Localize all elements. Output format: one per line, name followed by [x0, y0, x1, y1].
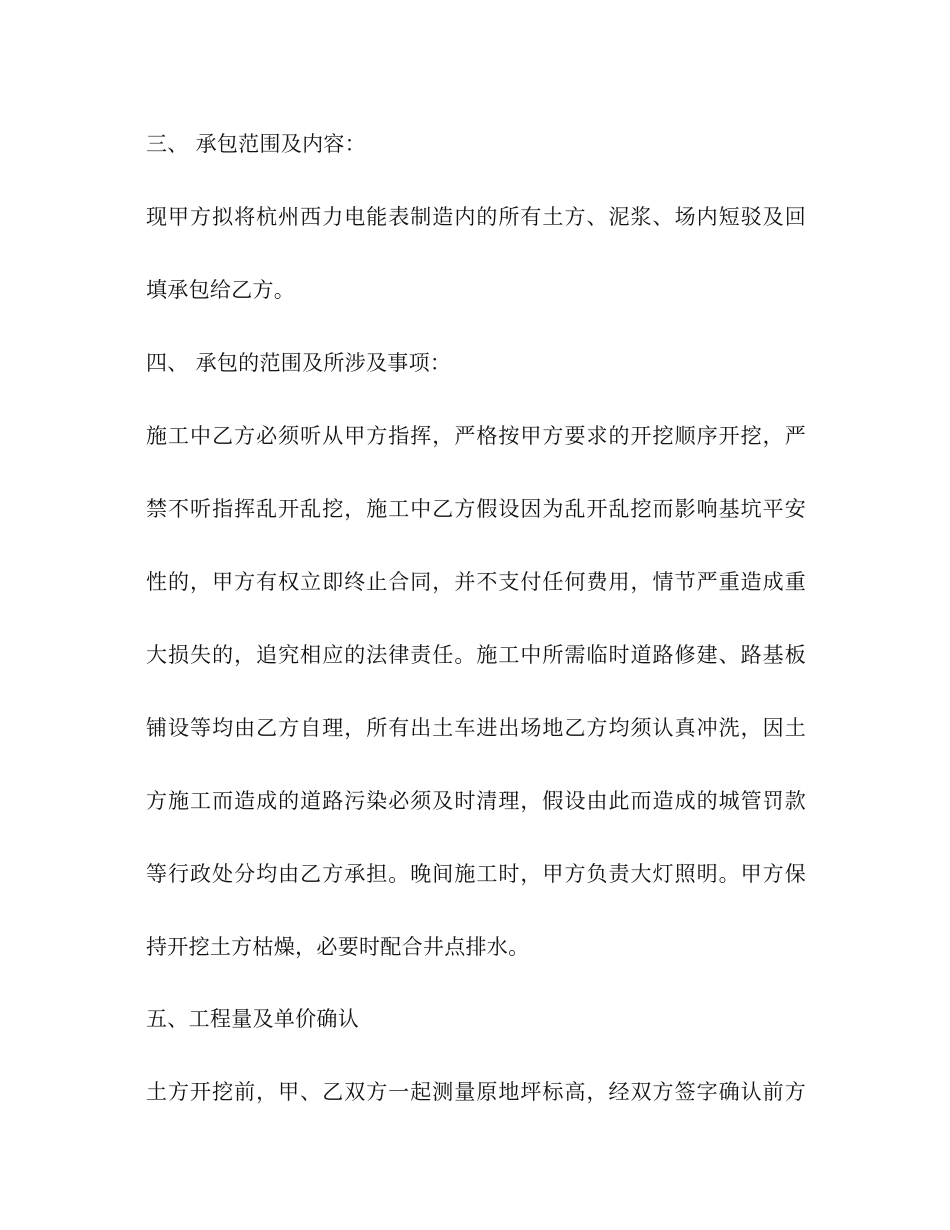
paragraph-line: 施工中乙方必须听从甲方指挥，严格按甲方要求的开挖顺序开挖，严 [146, 424, 806, 448]
paragraph-line: 填承包给乙方。 [146, 278, 296, 302]
paragraph-line: 现甲方拟将杭州西力电能表制造内的所有土方、泥浆、场内短驳及回 [146, 205, 806, 229]
section-heading-3: 三、 承包范围及内容： [146, 132, 366, 156]
paragraph-line: 土方开挖前，甲、乙双方一起测量原地坪标高，经双方签字确认前方 [146, 1080, 806, 1104]
paragraph-line: 持开挖土方枯燥，必要时配合井点排水。 [146, 935, 530, 959]
paragraph-line: 方施工而造成的道路污染必须及时清理，假设由此而造成的城管罚款 [146, 789, 806, 813]
paragraph-line: 铺设等均由乙方自理，所有出土车进出场地乙方均须认真冲洗，因土 [146, 716, 806, 740]
section-heading-5: 五、工程量及单价确认 [146, 1007, 359, 1031]
paragraph-line: 大损失的，追究相应的法律责任。施工中所需临时道路修建、路基板 [146, 643, 806, 667]
paragraph-line: 等行政处分均由乙方承担。晚间施工时，甲方负责大灯照明。甲方保 [146, 862, 806, 886]
section-heading-4: 四、 承包的范围及所涉及事项： [146, 351, 452, 375]
paragraph-line: 禁不听指挥乱开乱挖，施工中乙方假设因为乱开乱挖而影响基坑平安 [146, 497, 806, 521]
paragraph-line: 性的，甲方有权立即终止合同，并不支付任何费用，情节严重造成重 [146, 570, 806, 594]
